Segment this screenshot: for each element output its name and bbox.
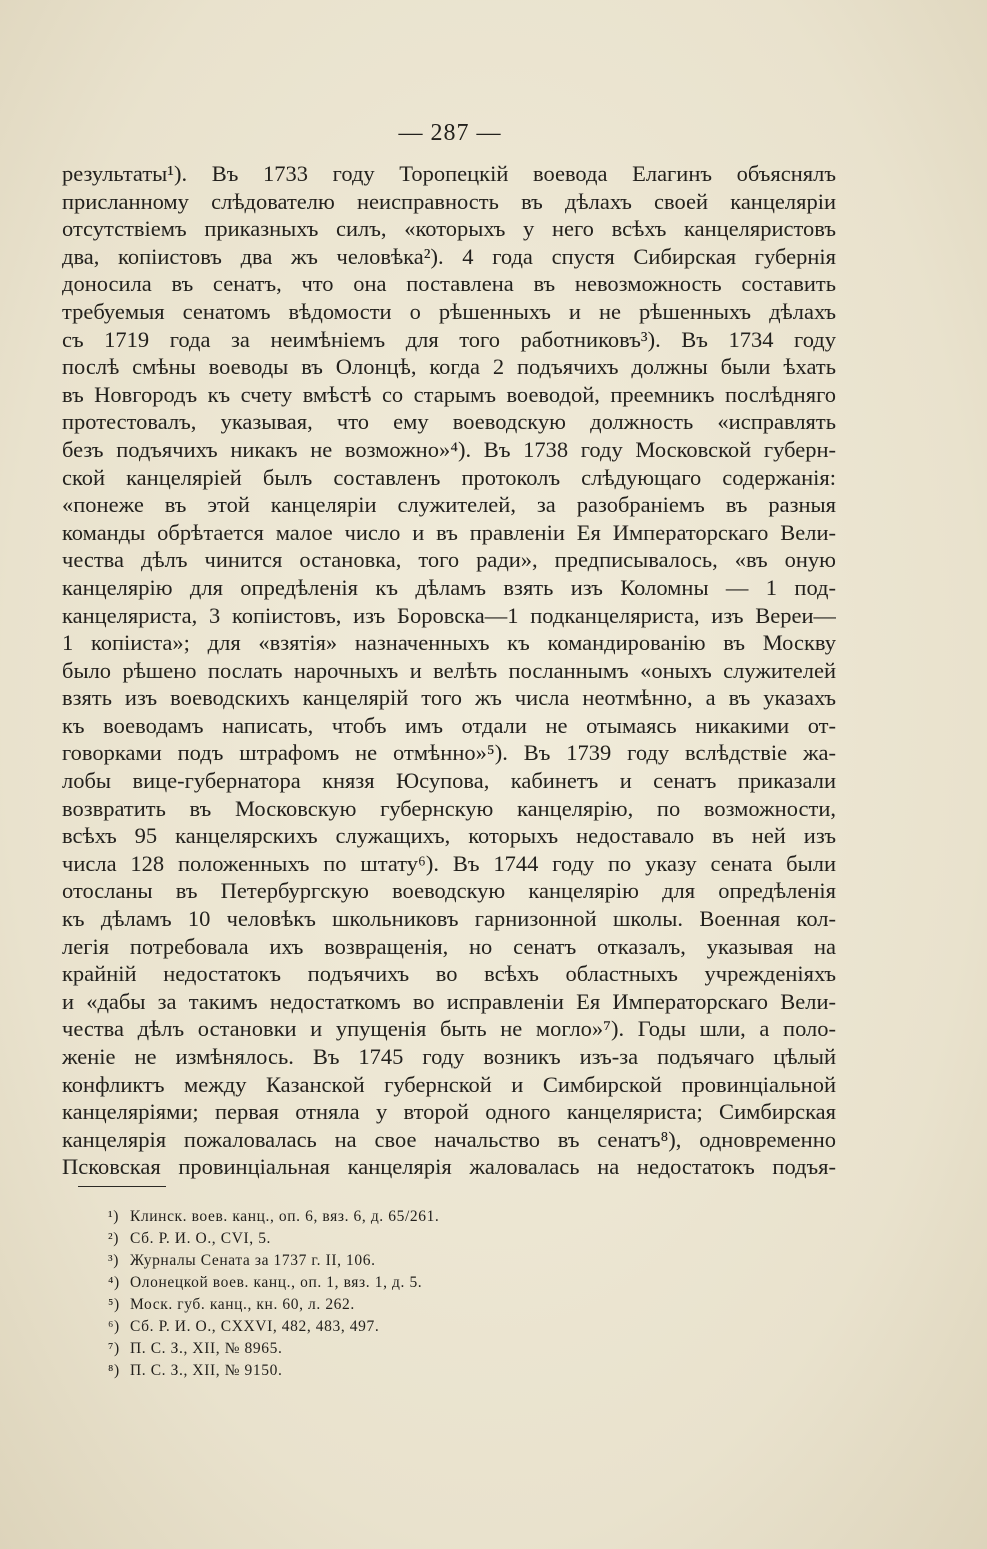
- text-line: присланному слѣдователю неисправность въ дѣлахъ своей канцеляріи: [62, 188, 836, 214]
- text-line: возвратить въ Московскую губернскую канцелярію, по возможности,: [62, 795, 836, 821]
- footnote-marker: ⁸): [108, 1362, 120, 1379]
- footnote: [108, 1294, 808, 1316]
- text-line: доносила въ сенатъ, что она поставлена въ невозможность составить: [62, 271, 836, 297]
- footnote: [108, 1338, 808, 1360]
- footnote: [108, 1360, 808, 1382]
- text-line: 1 копіиста»; для «взятія» назначенныхъ къ командированію въ Москву: [62, 630, 836, 656]
- footnote-separator: [78, 1186, 166, 1187]
- footnote: [108, 1228, 808, 1250]
- text-line: въ Новгородъ къ счету вмѣстѣ со старымъ воеводой, преемникъ послѣдняго: [62, 381, 836, 407]
- text-line: чества дѣлъ остановки и упущенія быть не могло»⁷). Годы шли, а поло-: [62, 1016, 836, 1042]
- footnote: [108, 1206, 808, 1228]
- text-line: канцелярію для опредѣленія къ дѣламъ взять изъ Коломны — 1 под-: [62, 574, 836, 600]
- text-line: команды обрѣтается малое число и въ правленіи Ея Императорскаго Вели-: [62, 519, 836, 545]
- text-line: безъ подъячихъ никакъ не возможно»⁴). Въ 1738 году Московской губерн-: [62, 436, 836, 462]
- text-line: отсутствіемъ приказныхъ силъ, «которыхъ у него всѣхъ канцеляристовъ: [62, 216, 836, 242]
- text-line: отосланы въ Петербургскую воеводскую канцелярію для опредѣленія: [62, 878, 836, 904]
- text-line: легія потребовала ихъ возвращенія, но сенатъ отказалъ, указывая на: [62, 933, 836, 959]
- text-line: женіе не измѣнялось. Въ 1745 году возникъ изъ-за подъячаго цѣлый: [62, 1044, 836, 1069]
- text-line: конфликтъ между Казанской губернской и Симбирской провинціальной: [62, 1071, 836, 1097]
- text-line: было рѣшено послать нарочныхъ и велѣть посланнымъ «оныхъ служителей: [62, 657, 836, 683]
- footnote-marker: ⁷): [108, 1340, 120, 1357]
- footnote: [108, 1272, 808, 1294]
- text-line: крайній недостатокъ подъячихъ во всѣхъ областныхъ учрежденіяхъ: [62, 961, 836, 987]
- text-line: всѣхъ 95 канцелярскихъ служащихъ, которыхъ недоставало въ ней изъ: [62, 823, 836, 849]
- text-line: говорками подъ штрафомъ не отмѣнно»⁵). Въ 1739 году вслѣдствіе жа-: [62, 740, 836, 766]
- footnote-text: Сб. Р. И. О., CVI, 5.: [130, 1230, 272, 1247]
- text-line: взять изъ воеводскихъ канцелярій того жъ числа неотмѣнно, а въ указахъ: [62, 685, 836, 711]
- text-line: требуемыя сенатомъ вѣдомости о рѣшенныхъ и не рѣшенныхъ дѣлахъ: [62, 298, 836, 324]
- text-line: лобы вице-губернатора князя Юсупова, кабинетъ и сенатъ приказали: [62, 768, 836, 794]
- text-line: Псковская провинціальная канцелярія жаловалась на недостатокъ подъя-: [62, 1154, 836, 1180]
- text-line: послѣ смѣны воеводы въ Олонцѣ, когда 2 подъячихъ должны были ѣхать: [62, 354, 836, 380]
- footnote-marker: ¹): [108, 1208, 120, 1225]
- text-line: канцелярія пожаловалась на свое начальство въ сенатъ⁸), одновременно: [62, 1126, 836, 1152]
- footnote-text: П. С. З., XII, № 9150.: [130, 1362, 283, 1379]
- text-line: «понеже въ этой канцеляріи служителей, за разобраніемъ въ разныя: [62, 492, 836, 518]
- text-line: чества дѣлъ чинится остановка, того ради», предписывалось, «въ оную: [62, 547, 836, 573]
- footnote-marker: ⁴): [108, 1274, 120, 1291]
- footnote-marker: ³): [108, 1252, 120, 1269]
- footnote-text: Журналы Сената за 1737 г. II, 106.: [130, 1252, 376, 1269]
- footnote-text: Сб. Р. И. О., CXXVI, 482, 483, 497.: [130, 1318, 380, 1335]
- footnote-text: Олонецкой воев. канц., оп. 1, вяз. 1, д. 5.: [130, 1274, 423, 1291]
- footnote-text: П. С. З., XII, № 8965.: [130, 1340, 283, 1357]
- text-line: результаты¹). Въ 1733 году Торопецкій воевода Елагинъ объяснялъ: [62, 161, 836, 186]
- text-line: ской канцеляріей былъ составленъ протоколъ слѣдующаго содержанія:: [62, 464, 836, 490]
- footnote-marker: ²): [108, 1230, 120, 1247]
- text-line: два, копіистовъ два жъ человѣка²). 4 года спустя Сибирская губернія: [62, 243, 836, 269]
- footnote-text: Клинск. воев. канц., оп. 6, вяз. 6, д. 65/261.: [130, 1208, 440, 1225]
- footnote: [108, 1250, 808, 1272]
- footnote-marker: ⁵): [108, 1296, 120, 1313]
- text-line: канцеляріями; первая отняла у второй одного канцеляриста; Симбирская: [62, 1099, 836, 1125]
- text-line: и «дабы за такимъ недостаткомъ во исправленіи Ея Императорскаго Вели-: [62, 988, 836, 1014]
- footnotes: [108, 1206, 808, 1382]
- text-line: къ воеводамъ написать, чтобъ имъ отдали не отымаясь никакими от-: [62, 712, 836, 738]
- footnote-text: Моск. губ. канц., кн. 60, л. 262.: [130, 1296, 355, 1313]
- text-line: числа 128 положенныхъ по штату⁶). Въ 1744 году по указу сената были: [62, 850, 836, 876]
- text-line: съ 1719 года за неимѣніемъ для того работниковъ³). Въ 1734 году: [62, 326, 836, 352]
- footnote-marker: ⁶): [108, 1318, 120, 1335]
- page-number: — 287 —: [398, 120, 502, 146]
- footnote: [108, 1316, 808, 1338]
- text-line: канцеляриста, 3 копіистовъ, изъ Боровска—1 подканцеляриста, изъ Вереи—: [62, 602, 836, 628]
- text-line: протестовалъ, указывая, что ему воеводскую должность «исправлять: [62, 409, 836, 435]
- text-line: къ дѣламъ 10 человѣкъ школьниковъ гарнизонной школы. Военная кол-: [62, 906, 836, 932]
- body-text: [62, 160, 836, 1181]
